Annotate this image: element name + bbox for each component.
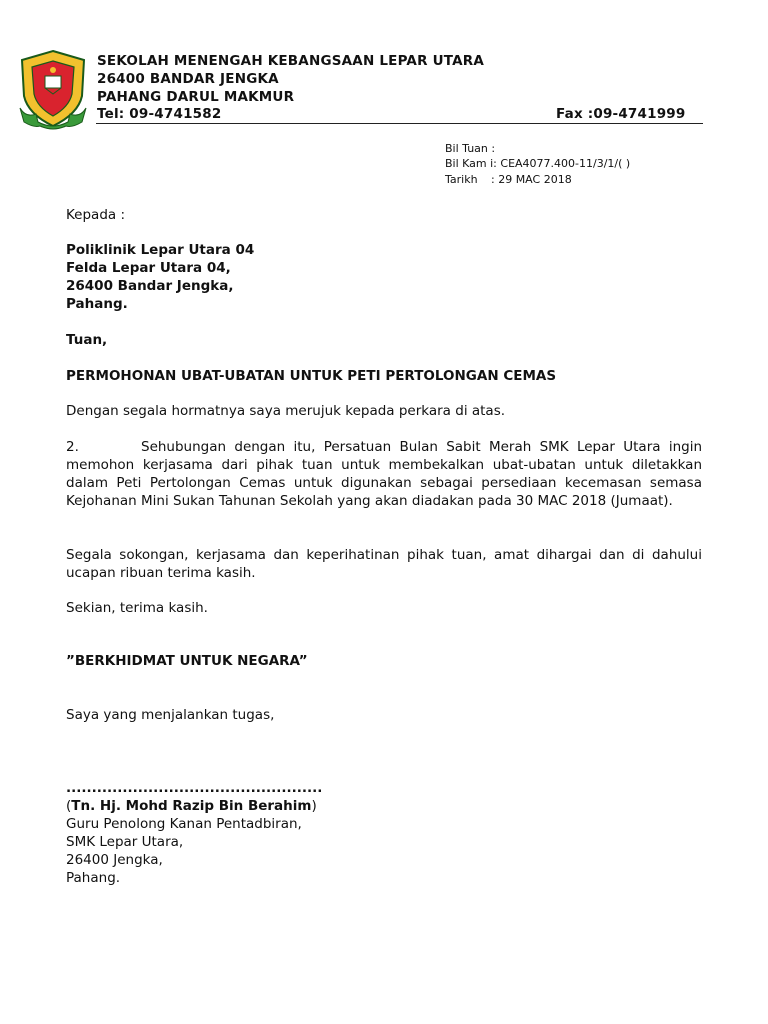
body-para1: Dengan segala hormatnya saya merujuk kepada perkara di atas. [66, 403, 506, 419]
subject: PERMOHONAN UBAT-UBATAN UNTUK PETI PERTOLONGAN CEMAS [66, 368, 557, 384]
school-name: SEKOLAH MENENGAH KEBANGSAAN LEPAR UTARA [97, 53, 484, 69]
ref-bil-kami-value: CEA4077.400-11/3/1/( ) [500, 157, 631, 170]
body-para2-text: Sehubungan dengan itu, Persatuan Bulan Sabit Merah SMK Lepar Utara ingin memohon kerjasama dari pihak tuan untuk membekalkan ubat-ubatan untuk diletakkan dalam Peti Pertolongan Cemas untuk digunakan sebagai persediaan kecemasan semasa Kejohanan Mini Sukan Tahunan Sekolah yang akan diadakan pada 30 MAC 2018 (Jumaat). [66, 439, 702, 509]
recipient-line3: 26400 Bandar Jengka, [66, 278, 234, 294]
signatory-org: SMK Lepar Utara, [66, 834, 184, 850]
school-address-line1: 26400 BANDAR JENGKA [97, 71, 279, 87]
recipient-line1: Poliklinik Lepar Utara 04 [66, 242, 255, 258]
signature-dots: .................................................. [66, 780, 323, 796]
ref-bil-tuan [445, 141, 495, 157]
salutation: Tuan, [66, 332, 108, 348]
school-address-line2: PAHANG DARUL MAKMUR [97, 89, 295, 105]
signatory-name-open: ( [66, 798, 72, 814]
closing: Saya yang menjalankan tugas, [66, 707, 275, 723]
signatory-name: Tn. Hj. Mohd Razip Bin Berahim [71, 798, 312, 814]
body-para3: Segala sokongan, kerjasama dan keperihatinan pihak tuan, amat dihargai dan di dahului ucapan ribuan terima kasih. [66, 547, 702, 581]
ref-bil-kami [445, 156, 630, 172]
body-para2 [66, 438, 702, 510]
signatory-name-close: ) [311, 798, 317, 814]
signatory-addr2: Pahang. [66, 870, 121, 886]
ref-tarikh-value: : 29 MAC 2018 [491, 173, 572, 186]
signatory-name-line [66, 797, 317, 815]
motto: ”BERKHIDMAT UNTUK NEGARA” [66, 653, 308, 669]
body-para4: Sekian, terima kasih. [66, 600, 208, 616]
school-tel: Tel: 09-4741582 [97, 106, 222, 122]
ref-tarikh [445, 172, 572, 188]
kepada-label: Kepada : [66, 207, 126, 223]
signatory-title: Guru Penolong Kanan Pentadbiran, [66, 816, 302, 832]
recipient-line2: Felda Lepar Utara 04, [66, 260, 231, 276]
school-fax: Fax :09-4741999 [556, 106, 686, 122]
ref-tarikh-label: Tarikh [445, 173, 478, 186]
signatory-addr1: 26400 Jengka, [66, 852, 163, 868]
ref-bil-tuan-label: Bil Tuan : [445, 142, 496, 155]
recipient-line4: Pahang. [66, 296, 128, 312]
ref-bil-kami-label: Bil Kam i: [445, 157, 497, 170]
letterhead-divider [96, 123, 703, 124]
school-crest-logo [16, 48, 90, 132]
body-para2-number: 2. [66, 439, 79, 455]
